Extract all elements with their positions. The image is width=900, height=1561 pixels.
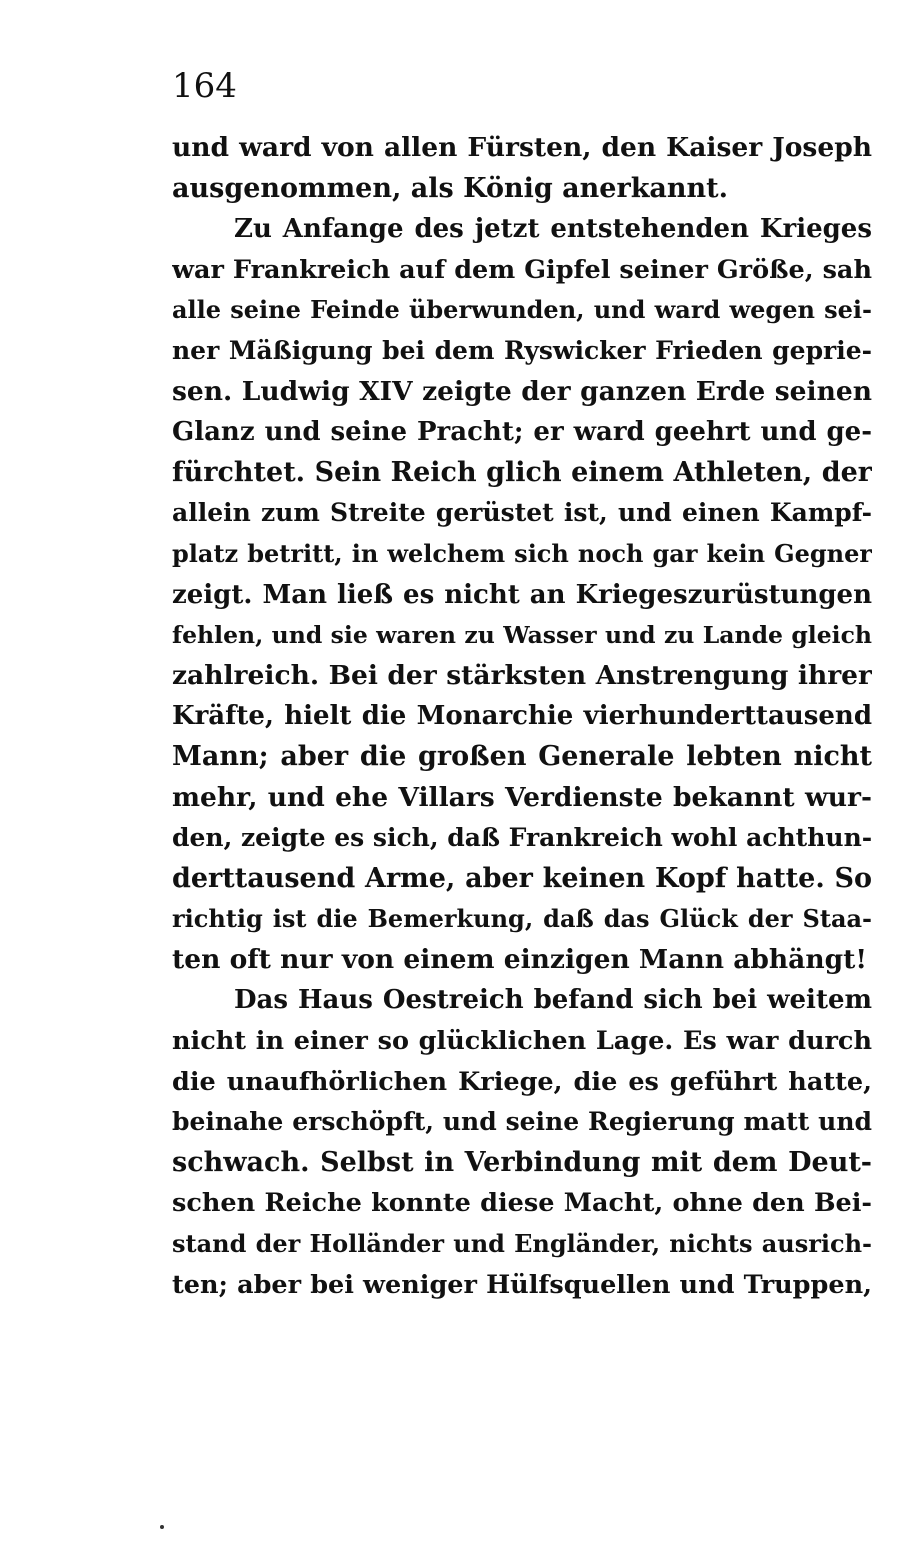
text-line: sen. Ludwig XIV zeigte der ganzen Erde seinen	[172, 375, 872, 407]
text-line: war Frankreich auf dem Gipfel seiner Größe, sah	[172, 254, 872, 285]
text-line: beinahe erschöpft, und seine Regierung matt und	[172, 1107, 872, 1137]
text-line: die unaufhörlichen Kriege, die es geführt hatte,	[172, 1066, 872, 1097]
text-line: nicht in einer so glücklichen Lage. Es war durch	[172, 1026, 872, 1057]
text-line: Zu Anfange des jetzt entstehenden Krieges	[234, 214, 872, 245]
text-line: Mann; aber die großen Generale lebten nicht	[172, 740, 872, 772]
text-line: alle seine Feinde überwunden, und ward wegen sei-	[172, 295, 872, 325]
text-line: und ward von allen Fürsten, den Kaiser Joseph	[172, 132, 872, 163]
text-line: ner Mäßigung bei dem Ryswicker Frieden geprie-	[172, 335, 872, 365]
text-line: den, zeigte es sich, daß Frankreich wohl achthun-	[172, 823, 872, 853]
text-line: ten; aber bei weniger Hülfsquellen und Truppen,	[172, 1269, 872, 1300]
body-text	[172, 128, 872, 1305]
text-line: schwach. Selbst in Verbindung mit dem Deut-	[172, 1146, 872, 1178]
text-line: platz betritt, in welchem sich noch gar kein Gegner	[172, 538, 872, 568]
text-line: mehr, und ehe Villars Verdienste bekannt wur-	[172, 781, 872, 813]
print-speck	[160, 1525, 164, 1529]
text-line: fürchtet. Sein Reich glich einem Athleten, der	[172, 456, 872, 488]
text-line: derttausend Arme, aber keinen Kopf hatte. So	[172, 862, 872, 894]
text-line: schen Reiche konnte diese Macht, ohne den Bei-	[172, 1188, 872, 1219]
text-line: stand der Holländer und Engländer, nichts ausrich-	[172, 1229, 872, 1259]
text-line: Das Haus Oestreich befand sich bei weitem	[234, 985, 872, 1016]
text-line: ausgenommen, als König anerkannt.	[172, 172, 729, 204]
text-line: ten oft nur von einem einzigen Mann abhängt!	[172, 943, 868, 975]
page-number: 164	[172, 66, 237, 106]
text-line: Glanz und seine Pracht; er ward geehrt und ge-	[172, 417, 872, 448]
text-line: Kräfte, hielt die Monarchie vierhunderttausend	[172, 701, 872, 732]
text-line: zahlreich. Bei der stärksten Anstrengung ihrer	[172, 659, 872, 691]
text-line: allein zum Streite gerüstet ist, und einen Kampf-	[172, 498, 872, 528]
text-line: richtig ist die Bemerkung, daß das Glück der Staa-	[172, 904, 872, 934]
text-line: fehlen, und sie waren zu Wasser und zu Lande gleich	[172, 621, 872, 650]
text-line: zeigt. Man ließ es nicht an Kriegeszurüstungen	[172, 579, 872, 610]
